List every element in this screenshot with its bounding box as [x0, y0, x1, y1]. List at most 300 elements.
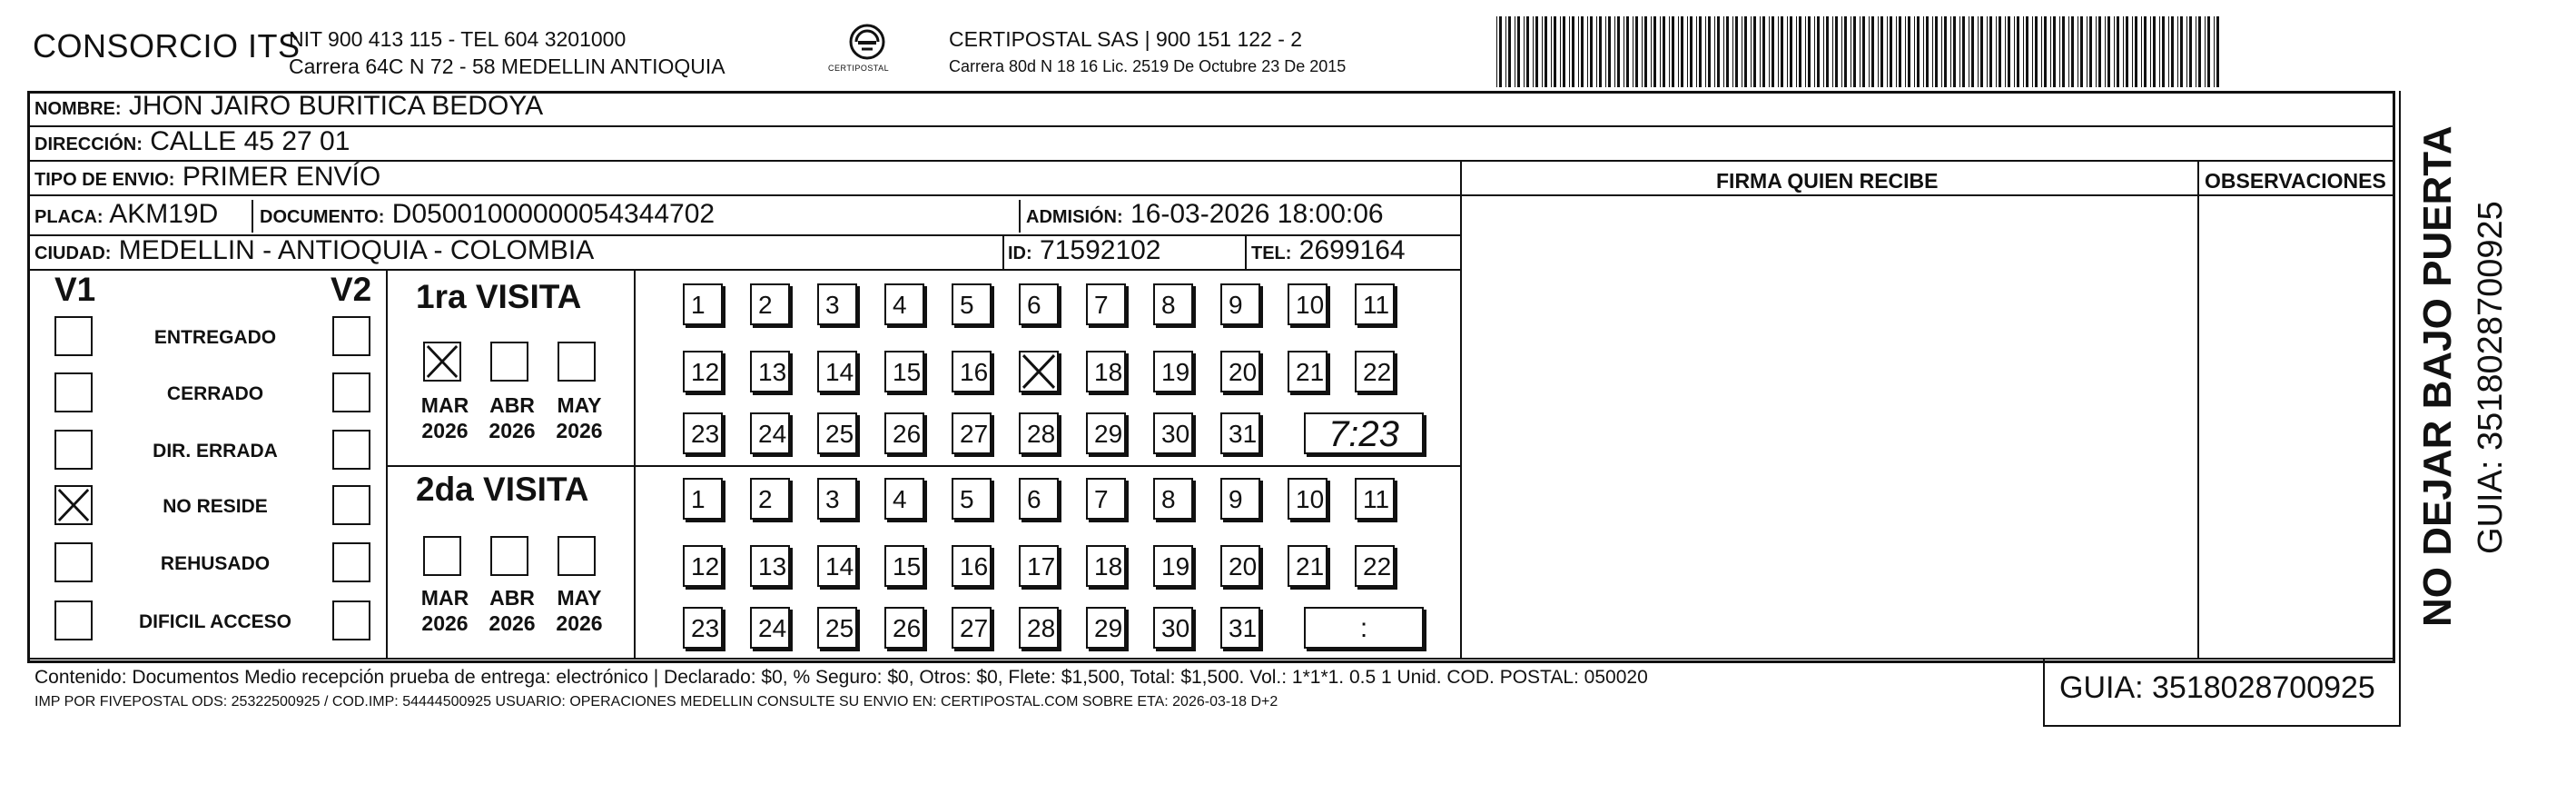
- day-box[interactable]: 9: [1220, 478, 1260, 520]
- day-box[interactable]: 9: [1220, 283, 1260, 325]
- day-box[interactable]: 13: [750, 545, 790, 587]
- barcode-bar: [1944, 16, 1947, 87]
- address-line: Carrera 64C N 72 - 58 MEDELLIN ANTIOQUIA: [289, 55, 725, 78]
- barcode-bar: [2132, 16, 2133, 87]
- month-name: MAR: [420, 393, 469, 417]
- barcode-bar: [2171, 16, 2174, 87]
- rule: [1245, 236, 1247, 269]
- barcode-bar: [1899, 16, 1901, 87]
- barcode-bar: [1878, 16, 1879, 87]
- barcode-bar: [1699, 16, 1702, 87]
- status-label: ENTREGADO: [153, 327, 277, 348]
- barcode-bar: [1508, 16, 1511, 87]
- rule: [27, 658, 2395, 660]
- barcode-bar: [1762, 16, 1765, 87]
- barcode-bar: [2168, 16, 2169, 87]
- day-box[interactable]: 23: [683, 412, 723, 454]
- certipostal-info: [949, 25, 1346, 80]
- admision-label: ADMISIÓN:: [1026, 207, 1123, 227]
- company-name: CONSORCIO ITS: [33, 27, 301, 65]
- v1-checkbox[interactable]: [54, 372, 93, 412]
- barcode-bar: [1526, 16, 1529, 87]
- day-box[interactable]: 3: [817, 478, 857, 520]
- barcode-bar: [1953, 16, 1956, 87]
- month-year: 2026: [556, 419, 603, 442]
- barcode-bar: [1971, 16, 1974, 87]
- day-box[interactable]: 12: [683, 351, 723, 392]
- barcode-bar: [1832, 16, 1833, 87]
- month-year: 2026: [489, 419, 536, 442]
- month-label: [416, 585, 474, 636]
- barcode-bar: [1635, 16, 1638, 87]
- barcode-bar: [1880, 16, 1883, 87]
- month-name: MAY: [557, 393, 602, 417]
- day-box[interactable]: 31: [1220, 412, 1260, 454]
- barcode-bar: [2144, 16, 2147, 87]
- v2-checkbox[interactable]: [332, 600, 370, 640]
- month-checkbox[interactable]: [490, 342, 528, 382]
- placa-cell: [35, 199, 218, 230]
- tel-label: TEL:: [1251, 243, 1292, 263]
- day-box[interactable]: 18: [1086, 351, 1126, 392]
- day-box[interactable]: 4: [884, 478, 924, 520]
- v2-checkbox[interactable]: [332, 316, 370, 356]
- logo-icon: [835, 22, 899, 65]
- barcode-bar: [1581, 16, 1584, 87]
- certi-line1: CERTIPOSTAL SAS | 900 151 122 - 2: [949, 27, 1303, 51]
- day-box[interactable]: 10: [1288, 283, 1327, 325]
- day-box[interactable]: 1: [683, 283, 723, 325]
- footer-print-info: IMP POR FIVEPOSTAL ODS: 25322500925 / COD.IMP: 54444500925 USUARIO: OPERACIONES MEDELLIN CONSULTE SU ENVIO EN: CERTIPOSTAL.COM SOBRE ETA: 2026-03-18 D+2: [35, 694, 1278, 710]
- rule: [27, 269, 1462, 271]
- barcode-bar: [1554, 16, 1556, 87]
- v2-checkbox[interactable]: [332, 485, 370, 525]
- day-box[interactable]: 19: [1153, 351, 1193, 392]
- barcode-bar: [2141, 16, 2142, 87]
- tipo-label: TIPO DE ENVIO:: [35, 170, 175, 190]
- barcode-bar: [2214, 16, 2215, 87]
- rule: [27, 194, 2395, 196]
- id-value: 71592102: [1040, 235, 1161, 265]
- rule: [2043, 658, 2045, 727]
- barcode-bar: [1790, 16, 1792, 87]
- nombre-label: NOMBRE:: [35, 99, 122, 119]
- barcode-bar: [1517, 16, 1520, 87]
- barcode-bar: [2080, 16, 2083, 87]
- rule: [27, 160, 2395, 162]
- day-box[interactable]: 8: [1153, 478, 1193, 520]
- month-label: [550, 392, 608, 443]
- barcode-bar: [1524, 16, 1525, 87]
- barcode-bar: [1989, 16, 1992, 87]
- barcode-bar: [1923, 16, 1924, 87]
- barcode-bar: [1705, 16, 1706, 87]
- barcode-bar: [1805, 16, 1806, 87]
- company-info: [289, 25, 725, 80]
- month-year: 2026: [489, 611, 536, 635]
- month-year: 2026: [556, 611, 603, 635]
- day-box[interactable]: 28: [1019, 607, 1059, 649]
- rule: [2197, 160, 2199, 658]
- day-box[interactable]: 30: [1153, 607, 1193, 649]
- day-box[interactable]: 18: [1086, 545, 1126, 587]
- day-box[interactable]: 12: [683, 545, 723, 587]
- barcode-bar: [1896, 16, 1897, 87]
- day-box[interactable]: 29: [1086, 412, 1126, 454]
- day-box[interactable]: 21: [1288, 545, 1327, 587]
- v1-checkbox[interactable]: [54, 485, 93, 525]
- barcode-bar: [2216, 16, 2219, 87]
- barcode-bar: [1826, 16, 1829, 87]
- firma-header: FIRMA QUIEN RECIBE: [1716, 169, 1939, 193]
- barcode-bar: [1732, 16, 1733, 87]
- barcode-bar: [1505, 16, 1506, 87]
- barcode-bar: [2105, 16, 2106, 87]
- x-mark-icon: [56, 487, 91, 523]
- barcode-bar: [2153, 16, 2156, 87]
- barcode-bar: [1935, 16, 1938, 87]
- day-box[interactable]: 19: [1153, 545, 1193, 587]
- direccion-row: [35, 126, 350, 157]
- barcode-bar: [2005, 16, 2006, 87]
- barcode-bar: [1841, 16, 1842, 87]
- barcode-bar: [1950, 16, 1951, 87]
- barcode-bar: [1751, 16, 1752, 87]
- barcode-bar: [1669, 16, 1670, 87]
- barcode-bar: [1808, 16, 1811, 87]
- barcode-bar: [1787, 16, 1788, 87]
- day-box[interactable]: 25: [817, 412, 857, 454]
- ciudad-value: MEDELLIN - ANTIOQUIA - COLOMBIA: [118, 235, 595, 265]
- month-name: MAY: [557, 586, 602, 610]
- barcode-bar: [2098, 16, 2101, 87]
- day-box[interactable]: 27: [952, 607, 992, 649]
- barcode-bar: [2041, 16, 2042, 87]
- barcode-bar: [2035, 16, 2038, 87]
- barcode-bar: [1835, 16, 1838, 87]
- rule: [386, 269, 388, 658]
- id-label: ID:: [1008, 243, 1032, 263]
- barcode-bar: [2186, 16, 2187, 87]
- month-year: 2026: [421, 611, 469, 635]
- rule: [1460, 160, 1462, 658]
- barcode-bar: [1862, 16, 1865, 87]
- barcode-bar: [1663, 16, 1665, 87]
- day-box[interactable]: 16: [952, 351, 992, 392]
- barcode-bar: [2053, 16, 2056, 87]
- barcode-bar: [1959, 16, 1960, 87]
- barcode-bar: [1599, 16, 1602, 87]
- barcode-bar: [1642, 16, 1643, 87]
- barcode-bar: [1914, 16, 1915, 87]
- certi-line2: Carrera 80d N 18 16 Lic. 2519 De Octubre 23 De 2015: [949, 57, 1347, 75]
- x-mark-icon: [425, 343, 459, 380]
- v1-checkbox[interactable]: [54, 316, 93, 356]
- tipo-value: PRIMER ENVÍO: [182, 162, 381, 192]
- day-box[interactable]: 16: [952, 545, 992, 587]
- barcode-bar: [2014, 16, 2015, 87]
- barcode-bar: [1887, 16, 1888, 87]
- barcode-bar: [1753, 16, 1756, 87]
- status-label: DIR. ERRADA: [153, 441, 278, 462]
- v2-checkbox[interactable]: [332, 542, 370, 582]
- documento-cell: [260, 199, 715, 230]
- barcode-bar: [1708, 16, 1711, 87]
- observaciones-header: OBSERVACIONES: [2205, 169, 2386, 193]
- day-box[interactable]: 20: [1220, 545, 1260, 587]
- barcode-bar: [1542, 16, 1543, 87]
- admision-value: 16-03-2026 18:00:06: [1130, 199, 1384, 229]
- v1-checkbox[interactable]: [54, 430, 93, 470]
- x-mark-icon: [1021, 352, 1057, 391]
- day-box[interactable]: 6: [1019, 283, 1059, 325]
- barcode-bar: [2180, 16, 2183, 87]
- status-label: CERRADO: [166, 383, 264, 404]
- barcode-bar: [2071, 16, 2074, 87]
- barcode-bar: [1980, 16, 1983, 87]
- nombre-value: JHON JAIRO BURITICA BEDOYA: [128, 91, 544, 121]
- barcode-bar: [1941, 16, 1942, 87]
- barcode-bar: [1533, 16, 1534, 87]
- barcode: [1496, 16, 2223, 87]
- day-box[interactable]: 26: [884, 607, 924, 649]
- visit2-title: 2da VISITA: [416, 471, 589, 508]
- barcode-bar: [2062, 16, 2065, 87]
- barcode-bar: [1987, 16, 1988, 87]
- day-box[interactable]: 5: [952, 283, 992, 325]
- day-box[interactable]: 2: [750, 478, 790, 520]
- v1-checkbox[interactable]: [54, 600, 93, 640]
- barcode-bar: [2159, 16, 2160, 87]
- visit1-title: 1ra VISITA: [416, 278, 582, 315]
- barcode-bar: [2023, 16, 2024, 87]
- barcode-bar: [1962, 16, 1965, 87]
- month-year: 2026: [421, 419, 469, 442]
- day-box[interactable]: 14: [817, 545, 857, 587]
- month-label: [416, 392, 474, 443]
- barcode-bar: [1726, 16, 1729, 87]
- barcode-bar: [2032, 16, 2033, 87]
- barcode-bar: [2150, 16, 2151, 87]
- day-box[interactable]: 11: [1355, 283, 1395, 325]
- admision-cell: [1026, 199, 1384, 230]
- v1-checkbox[interactable]: [54, 542, 93, 582]
- day-box[interactable]: 11: [1355, 478, 1395, 520]
- day-box[interactable]: 22: [1355, 545, 1395, 587]
- v1-header: V1: [54, 271, 96, 308]
- barcode-bar: [1535, 16, 1538, 87]
- month-name: ABR: [489, 393, 535, 417]
- guide-frame: [27, 91, 2395, 663]
- day-box[interactable]: 5: [952, 478, 992, 520]
- rule: [1019, 200, 1021, 233]
- rule: [2399, 658, 2401, 727]
- barcode-bar: [1723, 16, 1724, 87]
- day-box[interactable]: 17: [1019, 545, 1059, 587]
- barcode-bar: [2126, 16, 2128, 87]
- month-checkbox[interactable]: [490, 536, 528, 576]
- ciudad-label: CIUDAD:: [35, 243, 112, 263]
- barcode-bar: [1796, 16, 1797, 87]
- barcode-bar: [1678, 16, 1679, 87]
- barcode-bar: [1814, 16, 1815, 87]
- day-box[interactable]: 23: [683, 607, 723, 649]
- month-label: [483, 585, 541, 636]
- nit-line: NIT 900 413 115 - TEL 604 3201000: [289, 27, 627, 51]
- rule: [2399, 91, 2401, 663]
- day-box[interactable]: 29: [1086, 607, 1126, 649]
- day-box[interactable]: 30: [1153, 412, 1193, 454]
- placa-label: PLACA:: [35, 207, 104, 227]
- day-box[interactable]: 7: [1086, 478, 1126, 520]
- barcode-bar: [1563, 16, 1565, 87]
- barcode-bar: [2026, 16, 2028, 87]
- day-box[interactable]: 27: [952, 412, 992, 454]
- barcode-bar: [1551, 16, 1552, 87]
- time-box[interactable]: :: [1304, 607, 1424, 649]
- ciudad-cell: [35, 235, 594, 266]
- month-checkbox[interactable]: [423, 536, 461, 576]
- barcode-bar: [1499, 16, 1502, 87]
- day-box[interactable]: 28: [1019, 412, 1059, 454]
- footer-content: Contenido: Documentos Medio recepción prueba de entrega: electrónico | Declarado: $0, % Seguro: $0, Otros: $0, Flete: $1,500, Total: $1,500. Vol.: 1*1*1. 0.5 1 Unid. COD. POSTAL: 050020: [35, 667, 1648, 688]
- barcode-bar: [1769, 16, 1770, 87]
- barcode-bar: [2189, 16, 2192, 87]
- day-box[interactable]: 31: [1220, 607, 1260, 649]
- barcode-bar: [1908, 16, 1910, 87]
- barcode-bar: [1590, 16, 1593, 87]
- barcode-bar: [2117, 16, 2119, 87]
- barcode-bar: [2207, 16, 2210, 87]
- day-box[interactable]: 21: [1288, 351, 1327, 392]
- status-label: DIFICIL ACCESO: [138, 611, 291, 632]
- barcode-bar: [1608, 16, 1611, 87]
- barcode-bar: [1496, 16, 1497, 87]
- barcode-bar: [2017, 16, 2019, 87]
- barcode-bar: [1926, 16, 1929, 87]
- day-box[interactable]: 22: [1355, 351, 1395, 392]
- barcode-bar: [2008, 16, 2010, 87]
- day-box[interactable]: 6: [1019, 478, 1059, 520]
- barcode-bar: [1823, 16, 1824, 87]
- barcode-bar: [1844, 16, 1847, 87]
- placa-value: AKM19D: [109, 199, 219, 229]
- barcode-bar: [1778, 16, 1779, 87]
- barcode-bar: [2123, 16, 2124, 87]
- day-box[interactable]: 10: [1288, 478, 1327, 520]
- day-box[interactable]: 20: [1220, 351, 1260, 392]
- barcode-bar: [1672, 16, 1674, 87]
- barcode-bar: [1687, 16, 1688, 87]
- barcode-bar: [1614, 16, 1615, 87]
- logo-text: CERTIPOSTAL: [828, 64, 890, 73]
- barcode-bar: [2044, 16, 2047, 87]
- month-label: [550, 585, 608, 636]
- day-box[interactable]: 26: [884, 412, 924, 454]
- day-box[interactable]: 24: [750, 607, 790, 649]
- v2-checkbox[interactable]: [332, 372, 370, 412]
- barcode-bar: [1714, 16, 1715, 87]
- barcode-bar: [1978, 16, 1979, 87]
- v2-checkbox[interactable]: [332, 430, 370, 470]
- barcode-bar: [2177, 16, 2178, 87]
- rule: [27, 125, 2395, 127]
- barcode-bar: [1760, 16, 1761, 87]
- day-box[interactable]: 8: [1153, 283, 1193, 325]
- barcode-bar: [2068, 16, 2069, 87]
- barcode-bar: [1605, 16, 1606, 87]
- day-box[interactable]: 15: [884, 545, 924, 587]
- barcode-bar: [2205, 16, 2206, 87]
- side-warning: NO DEJAR BAJO PUERTA: [2415, 125, 2460, 627]
- barcode-bar: [2107, 16, 2110, 87]
- barcode-bar: [1717, 16, 1720, 87]
- barcode-bar: [1660, 16, 1661, 87]
- day-box[interactable]: 2: [750, 283, 790, 325]
- day-box[interactable]: [1019, 351, 1059, 392]
- barcode-bar: [1651, 16, 1652, 87]
- barcode-bar: [1996, 16, 1997, 87]
- footer-guia: GUIA: 3518028700925: [2059, 670, 2375, 705]
- nombre-row: [35, 91, 543, 122]
- month-checkbox[interactable]: [558, 536, 596, 576]
- day-box[interactable]: 3: [817, 283, 857, 325]
- rule: [2043, 725, 2399, 727]
- barcode-bar: [1569, 16, 1570, 87]
- day-box[interactable]: 7: [1086, 283, 1126, 325]
- month-checkbox[interactable]: [558, 342, 596, 382]
- barcode-bar: [1890, 16, 1892, 87]
- month-label: [483, 392, 541, 443]
- tel-cell: [1251, 235, 1406, 266]
- barcode-bar: [1817, 16, 1820, 87]
- barcode-bar: [1871, 16, 1874, 87]
- rule: [252, 200, 253, 233]
- barcode-bar: [2114, 16, 2115, 87]
- id-cell: [1008, 235, 1161, 266]
- rule: [1002, 236, 1004, 269]
- day-box[interactable]: 14: [817, 351, 857, 392]
- barcode-bar: [1999, 16, 2001, 87]
- barcode-bar: [2162, 16, 2165, 87]
- barcode-bar: [1772, 16, 1774, 87]
- day-box[interactable]: 4: [884, 283, 924, 325]
- barcode-bar: [1869, 16, 1870, 87]
- side-guia: GUIA: 3518028700925: [2472, 201, 2510, 554]
- barcode-bar: [1917, 16, 1920, 87]
- barcode-bar: [2059, 16, 2060, 87]
- rule: [386, 465, 1462, 467]
- tipo-row: [35, 162, 380, 193]
- time-box[interactable]: 7:23: [1304, 412, 1424, 454]
- barcode-bar: [1696, 16, 1697, 87]
- month-name: MAR: [420, 586, 469, 610]
- direccion-value: CALLE 45 27 01: [150, 126, 350, 156]
- month-checkbox[interactable]: [423, 342, 461, 382]
- day-box[interactable]: 15: [884, 351, 924, 392]
- day-box[interactable]: 24: [750, 412, 790, 454]
- day-box[interactable]: 13: [750, 351, 790, 392]
- day-box[interactable]: 25: [817, 607, 857, 649]
- tel-value: 2699164: [1298, 235, 1406, 265]
- barcode-bar: [1560, 16, 1561, 87]
- barcode-bar: [1644, 16, 1647, 87]
- day-box[interactable]: 1: [683, 478, 723, 520]
- status-label: NO RESIDE: [163, 496, 268, 517]
- status-label: REHUSADO: [160, 553, 271, 574]
- barcode-bar: [1626, 16, 1629, 87]
- barcode-bar: [1690, 16, 1693, 87]
